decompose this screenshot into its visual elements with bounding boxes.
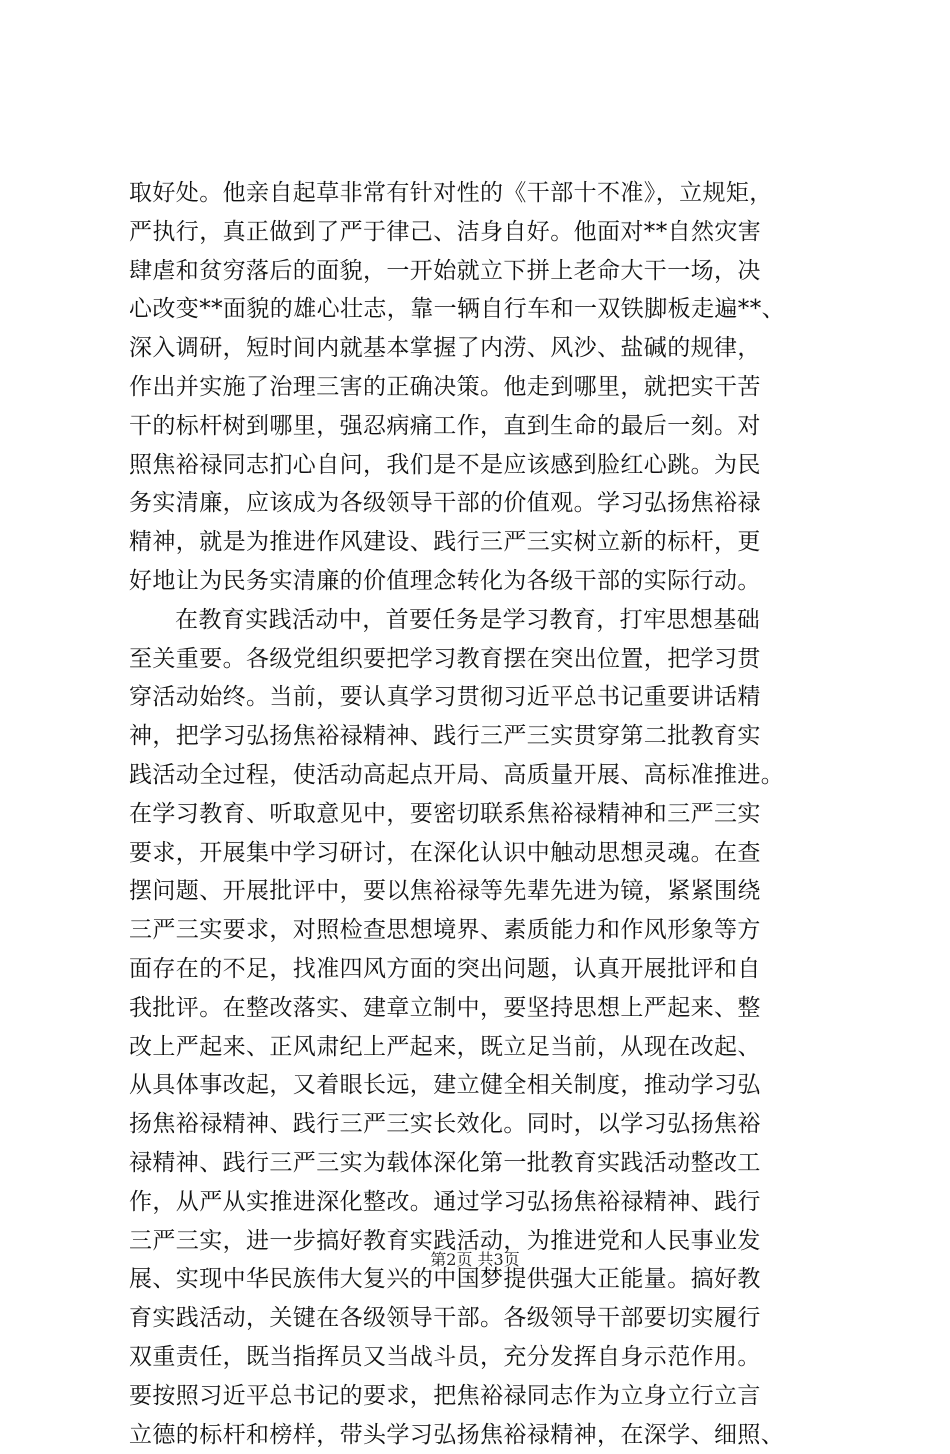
text-line: 践活动全过程，使活动高起点开局、高质量开展、高标准推进。 xyxy=(129,756,853,795)
text-line: 神，把学习弘扬焦裕禄精神、践行三严三实贯穿第二批教育实 xyxy=(129,717,853,756)
text-line: 双重责任，既当指挥员又当战斗员，充分发挥自身示范作用。 xyxy=(129,1338,853,1377)
text-line: 从具体事改起，又着眼长远，建立健全相关制度，推动学习弘 xyxy=(129,1066,853,1105)
text-line: 面存在的不足，找准四风方面的突出问题，认真开展批评和自 xyxy=(129,950,853,989)
text-line: 好地让为民务实清廉的价值理念转化为各级干部的实际行动。 xyxy=(129,562,853,601)
text-line: 精神，就是为推进作风建设、践行三严三实树立新的标杆，更 xyxy=(129,523,853,562)
text-line: 严执行，真正做到了严于律己、洁身自好。他面对**自然灾害 xyxy=(129,213,853,252)
text-line: 改上严起来、正风肃纪上严起来，既立足当前，从现在改起、 xyxy=(129,1028,853,1067)
text-line: 三严三实，进一步搞好教育实践活动，为推进党和人民事业发 xyxy=(129,1222,853,1261)
text-line: 取好处。他亲自起草非常有针对性的《干部十不准》，立规矩， xyxy=(129,174,853,213)
text-line: 心改变**面貌的雄心壮志，靠一辆自行车和一双铁脚板走遍**、 xyxy=(129,290,853,329)
page-number-footer: 第2页 共3页 xyxy=(0,1247,950,1270)
text-line: 干的标杆树到哪里，强忍病痛工作，直到生命的最后一刻。对 xyxy=(129,407,853,446)
text-line: 深入调研，短时间内就基本掌握了内涝、风沙、盐碱的规律， xyxy=(129,329,853,368)
paragraph-first-line: 在教育实践活动中，首要任务是学习教育，打牢思想基础 xyxy=(129,601,853,640)
text-line: 三严三实要求，对照检查思想境界、素质能力和作风形象等方 xyxy=(129,911,853,950)
text-line: 穿活动始终。当前，要认真学习贯彻习近平总书记重要讲话精 xyxy=(129,678,853,717)
text-line: 肆虐和贫穷落后的面貌，一开始就立下拼上老命大干一场，决 xyxy=(129,252,853,291)
text-line: 在学习教育、听取意见中，要密切联系焦裕禄精神和三严三实 xyxy=(129,795,853,834)
text-line: 扬焦裕禄精神、践行三严三实长效化。同时，以学习弘扬焦裕 xyxy=(129,1105,853,1144)
text-line: 作出并实施了治理三害的正确决策。他走到哪里，就把实干苦 xyxy=(129,368,853,407)
text-line: 至关重要。各级党组织要把学习教育摆在突出位置，把学习贯 xyxy=(129,640,853,679)
text-line: 禄精神、践行三严三实为载体深化第一批教育实践活动整改工 xyxy=(129,1144,853,1183)
text-line: 照焦裕禄同志扪心自问，我们是不是应该感到脸红心跳。为民 xyxy=(129,446,853,485)
text-line: 立德的标杆和榜样，带头学习弘扬焦裕禄精神，在深学、细照、 xyxy=(129,1416,853,1454)
text-line: 作，从严从实推进深化整改。通过学习弘扬焦裕禄精神、践行 xyxy=(129,1183,853,1222)
text-line: 我批评。在整改落实、建章立制中，要坚持思想上严起来、整 xyxy=(129,989,853,1028)
text-line: 要按照习近平总书记的要求，把焦裕禄同志作为立身立行立言 xyxy=(129,1377,853,1416)
text-line: 要求，开展集中学习研讨，在深化认识中触动思想灵魂。在查 xyxy=(129,834,853,873)
text-line: 育实践活动，关键在各级领导干部。各级领导干部要切实履行 xyxy=(129,1299,853,1338)
text-line: 摆问题、开展批评中，要以焦裕禄等先辈先进为镜，紧紧围绕 xyxy=(129,872,853,911)
text-line: 展、实现中华民族伟大复兴的中国梦提供强大正能量。搞好教 xyxy=(129,1260,853,1299)
text-line: 务实清廉，应该成为各级领导干部的价值观。学习弘扬焦裕禄 xyxy=(129,484,853,523)
